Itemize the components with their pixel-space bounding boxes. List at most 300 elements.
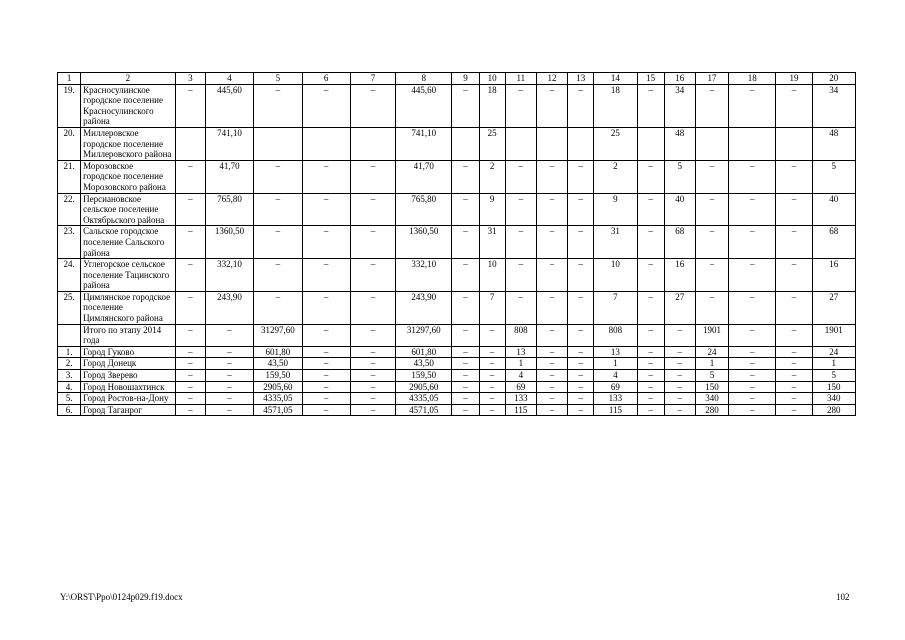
row-number <box>58 324 81 346</box>
table-cell: – <box>505 226 536 259</box>
table-cell: 34 <box>664 84 695 127</box>
col-header: 15 <box>637 73 664 85</box>
col-header: 16 <box>664 73 695 85</box>
table-cell: – <box>350 404 395 416</box>
table-cell: – <box>350 291 395 324</box>
table-cell: – <box>568 393 594 405</box>
page-number: 102 <box>836 592 850 602</box>
col-header: 8 <box>396 73 452 85</box>
table-cell: – <box>776 259 812 292</box>
row-name: Город Ростов-на-Дону <box>81 393 176 405</box>
table-cell: – <box>452 346 479 358</box>
col-header: 14 <box>594 73 637 85</box>
table-cell: – <box>452 358 479 370</box>
table-cell: 2 <box>479 160 505 193</box>
col-header: 10 <box>479 73 505 85</box>
table-cell: 41,70 <box>205 160 253 193</box>
table-cell <box>536 127 567 160</box>
table-cell: 43,50 <box>254 358 302 370</box>
table-cell: – <box>729 259 776 292</box>
table-cell: 2905,60 <box>254 381 302 393</box>
table-cell: 243,90 <box>205 291 253 324</box>
table-cell: 332,10 <box>396 259 452 292</box>
table-cell: – <box>350 381 395 393</box>
table-cell: – <box>695 291 728 324</box>
table-cell: 332,10 <box>205 259 253 292</box>
table-cell: 24 <box>812 346 855 358</box>
col-header: 3 <box>175 73 205 85</box>
table-cell: 1 <box>505 358 536 370</box>
table-cell: – <box>776 324 812 346</box>
row-name: Углегорское сельское поселение Тацинского района <box>81 259 176 292</box>
row-number: 25. <box>58 291 81 324</box>
table-cell: – <box>175 358 205 370</box>
table-cell: – <box>695 226 728 259</box>
table-cell: 150 <box>812 381 855 393</box>
table-row <box>58 358 856 370</box>
table-cell <box>568 127 594 160</box>
row-number: 6. <box>58 404 81 416</box>
col-header: 6 <box>302 73 350 85</box>
table-cell: – <box>452 259 479 292</box>
table-cell: – <box>452 370 479 382</box>
table-cell: – <box>568 193 594 226</box>
table-cell: – <box>254 291 302 324</box>
row-number: 20. <box>58 127 81 160</box>
table-cell: 445,60 <box>396 84 452 127</box>
table-cell: 43,50 <box>396 358 452 370</box>
row-number: 3. <box>58 370 81 382</box>
table-cell: – <box>568 259 594 292</box>
row-name: Сальское городское поселение Сальского района <box>81 226 176 259</box>
col-header: 20 <box>812 73 855 85</box>
table-cell: – <box>536 346 567 358</box>
table-cell: 243,90 <box>396 291 452 324</box>
table-cell: – <box>536 404 567 416</box>
table-cell: – <box>302 404 350 416</box>
table-cell: 10 <box>594 259 637 292</box>
col-header: 9 <box>452 73 479 85</box>
table-cell: – <box>452 226 479 259</box>
row-name: Морозовское городское поселение Морозовского района <box>81 160 176 193</box>
table-cell: 16 <box>812 259 855 292</box>
table-cell: 7 <box>479 291 505 324</box>
table-cell: – <box>479 370 505 382</box>
table-cell: 601,80 <box>396 346 452 358</box>
table-cell: – <box>350 324 395 346</box>
col-header: 5 <box>254 73 302 85</box>
table-cell: – <box>729 393 776 405</box>
table-cell: – <box>175 291 205 324</box>
table-cell: – <box>536 84 567 127</box>
table-cell: 115 <box>505 404 536 416</box>
table-cell: – <box>695 160 728 193</box>
table-cell <box>254 127 302 160</box>
table-cell: 40 <box>812 193 855 226</box>
table-cell: 27 <box>664 291 695 324</box>
table-cell: – <box>254 226 302 259</box>
table-cell: – <box>350 393 395 405</box>
table-cell: 25 <box>594 127 637 160</box>
table-cell: 340 <box>695 393 728 405</box>
table-cell: – <box>536 193 567 226</box>
table-cell: – <box>205 370 253 382</box>
table-cell: 1360,50 <box>396 226 452 259</box>
table-cell: 150 <box>695 381 728 393</box>
table-cell: – <box>637 160 664 193</box>
table-cell: 48 <box>812 127 855 160</box>
table-cell: 25 <box>479 127 505 160</box>
table-cell: – <box>175 393 205 405</box>
table-cell: – <box>729 404 776 416</box>
table-cell: 34 <box>812 84 855 127</box>
table-cell: – <box>175 259 205 292</box>
table-cell: – <box>505 84 536 127</box>
col-header: 18 <box>729 73 776 85</box>
row-name: Город Гуково <box>81 346 176 358</box>
table-cell: 31297,60 <box>254 324 302 346</box>
table-cell: – <box>350 259 395 292</box>
table-cell: 68 <box>664 226 695 259</box>
table-cell: – <box>568 358 594 370</box>
col-header: 17 <box>695 73 728 85</box>
table-cell: 159,50 <box>396 370 452 382</box>
table-cell: 765,80 <box>396 193 452 226</box>
table-cell: – <box>729 160 776 193</box>
table-cell: – <box>637 291 664 324</box>
table-cell: – <box>536 358 567 370</box>
table-cell: 280 <box>695 404 728 416</box>
table-cell: – <box>536 370 567 382</box>
table-cell: – <box>175 226 205 259</box>
row-name: Город Новошахтинск <box>81 381 176 393</box>
table-cell: – <box>568 226 594 259</box>
table-cell: 445,60 <box>205 84 253 127</box>
table-cell: – <box>637 346 664 358</box>
table-cell: – <box>637 358 664 370</box>
table-cell: – <box>568 381 594 393</box>
table-cell: – <box>205 324 253 346</box>
table-cell: – <box>536 291 567 324</box>
table-cell: – <box>664 393 695 405</box>
table-cell: – <box>452 381 479 393</box>
table-cell: – <box>479 358 505 370</box>
table-cell <box>695 127 728 160</box>
table-cell <box>505 127 536 160</box>
table-cell: – <box>205 346 253 358</box>
table-row <box>58 393 856 405</box>
table-cell: – <box>175 346 205 358</box>
table-cell: – <box>637 370 664 382</box>
table-row <box>58 291 856 324</box>
table-cell: 13 <box>594 346 637 358</box>
table-cell: – <box>205 381 253 393</box>
table-row <box>58 84 856 127</box>
table-cell: 2 <box>594 160 637 193</box>
table-cell: – <box>664 404 695 416</box>
table-cell: 48 <box>664 127 695 160</box>
table-cell: – <box>568 160 594 193</box>
table-cell <box>637 127 664 160</box>
table-row <box>58 127 856 160</box>
table-cell: – <box>729 324 776 346</box>
table-cell: – <box>637 393 664 405</box>
table-cell: 9 <box>594 193 637 226</box>
table-cell: – <box>637 226 664 259</box>
table-cell: – <box>302 259 350 292</box>
table-cell: – <box>729 381 776 393</box>
table-cell: – <box>452 404 479 416</box>
table-cell: – <box>479 324 505 346</box>
table-cell: – <box>452 324 479 346</box>
table-cell: 1 <box>695 358 728 370</box>
table-cell: – <box>776 84 812 127</box>
table-row <box>58 226 856 259</box>
table-cell: – <box>350 160 395 193</box>
table-cell: – <box>350 226 395 259</box>
table-cell: – <box>695 259 728 292</box>
row-name: Город Таганрог <box>81 404 176 416</box>
row-number: 2. <box>58 358 81 370</box>
table-cell: 741,10 <box>205 127 253 160</box>
row-name: Красносулинское городское поселение Красносулинского района <box>81 84 176 127</box>
table-cell: – <box>302 193 350 226</box>
col-header: 4 <box>205 73 253 85</box>
table-cell: – <box>695 84 728 127</box>
row-name: Миллеровское городское поселение Миллеровского района <box>81 127 176 160</box>
row-name: Город Донецк <box>81 358 176 370</box>
table-cell: 808 <box>505 324 536 346</box>
table-cell: – <box>452 193 479 226</box>
table-cell: – <box>479 404 505 416</box>
table-cell: – <box>505 259 536 292</box>
row-name: Цимлянское городское поселение Цимлянского района <box>81 291 176 324</box>
table-cell: – <box>664 370 695 382</box>
table-cell: – <box>254 259 302 292</box>
table-cell: 4 <box>594 370 637 382</box>
table-cell: 4571,05 <box>396 404 452 416</box>
table-cell: – <box>695 193 728 226</box>
table-cell: – <box>637 84 664 127</box>
footer-file-path: Y:\ORST\Ppo\0124p029.f19.docx <box>60 592 183 602</box>
table-cell: – <box>729 291 776 324</box>
table-cell: – <box>254 84 302 127</box>
table-cell: – <box>776 226 812 259</box>
table-cell: – <box>568 324 594 346</box>
table-cell: – <box>536 259 567 292</box>
col-header: 19 <box>776 73 812 85</box>
row-name: Итого по этапу 2014 года <box>81 324 176 346</box>
table-cell: – <box>776 358 812 370</box>
table-cell: – <box>350 346 395 358</box>
row-name: Персиановское сельское поселение Октябрьского района <box>81 193 176 226</box>
table-cell: 5 <box>664 160 695 193</box>
table-cell: – <box>568 346 594 358</box>
row-number: 1. <box>58 346 81 358</box>
table-cell: – <box>536 226 567 259</box>
table-cell: – <box>350 193 395 226</box>
table-cell: 2905,60 <box>396 381 452 393</box>
table-cell <box>776 127 812 160</box>
table-cell: – <box>776 193 812 226</box>
table-row <box>58 193 856 226</box>
table-cell: – <box>452 291 479 324</box>
table-cell: – <box>175 84 205 127</box>
table-cell: 5 <box>812 370 855 382</box>
table-cell: – <box>505 291 536 324</box>
table-cell: 133 <box>505 393 536 405</box>
table-cell: 41,70 <box>396 160 452 193</box>
col-header: 2 <box>81 73 176 85</box>
table-cell: – <box>664 381 695 393</box>
table-cell: – <box>729 226 776 259</box>
data-table <box>57 72 856 416</box>
table-cell: 1 <box>812 358 855 370</box>
row-number: 24. <box>58 259 81 292</box>
table-cell: – <box>350 84 395 127</box>
table-cell: – <box>479 381 505 393</box>
table-cell: 7 <box>594 291 637 324</box>
table-cell: – <box>350 358 395 370</box>
table-row <box>58 324 856 346</box>
table-cell: – <box>175 324 205 346</box>
table-cell: 27 <box>812 291 855 324</box>
table-cell: 4571,05 <box>254 404 302 416</box>
table-cell: 4335,05 <box>396 393 452 405</box>
row-number: 5. <box>58 393 81 405</box>
table-cell: – <box>664 346 695 358</box>
table-cell: – <box>302 84 350 127</box>
table-cell: – <box>568 404 594 416</box>
table-cell: – <box>254 160 302 193</box>
table-cell: 1 <box>594 358 637 370</box>
header-row <box>58 73 856 85</box>
table-body <box>58 73 856 416</box>
table-cell: – <box>776 291 812 324</box>
table-row <box>58 370 856 382</box>
table-row <box>58 381 856 393</box>
table-cell: – <box>664 324 695 346</box>
col-header: 13 <box>568 73 594 85</box>
table-cell: – <box>452 393 479 405</box>
table-cell: 133 <box>594 393 637 405</box>
table-cell: – <box>479 393 505 405</box>
table-cell: 16 <box>664 259 695 292</box>
table-cell: – <box>302 358 350 370</box>
table-cell: – <box>536 393 567 405</box>
table-cell: – <box>302 381 350 393</box>
table-cell: 1360,50 <box>205 226 253 259</box>
table-cell: – <box>637 324 664 346</box>
table-cell <box>452 127 479 160</box>
table-row <box>58 346 856 358</box>
row-number: 4. <box>58 381 81 393</box>
table-cell: 10 <box>479 259 505 292</box>
table-cell: – <box>175 193 205 226</box>
table-cell: 40 <box>664 193 695 226</box>
table-cell: – <box>302 370 350 382</box>
table-cell: 68 <box>812 226 855 259</box>
col-header: 11 <box>505 73 536 85</box>
table-cell: – <box>505 193 536 226</box>
table-cell: 280 <box>812 404 855 416</box>
table-cell: – <box>205 404 253 416</box>
table-cell: 9 <box>479 193 505 226</box>
table-cell: – <box>302 226 350 259</box>
table-cell <box>350 127 395 160</box>
table-cell: – <box>536 324 567 346</box>
row-number: 19. <box>58 84 81 127</box>
table-cell: – <box>729 84 776 127</box>
table-cell: – <box>175 160 205 193</box>
row-name: Город Зверево <box>81 370 176 382</box>
table-cell: – <box>350 370 395 382</box>
table-cell: – <box>479 346 505 358</box>
table-cell: – <box>568 84 594 127</box>
table-cell: – <box>175 404 205 416</box>
table-cell: – <box>776 393 812 405</box>
table-cell: – <box>637 381 664 393</box>
table-cell: – <box>729 358 776 370</box>
table-cell: 13 <box>505 346 536 358</box>
table-cell <box>175 127 205 160</box>
table-cell: 1901 <box>695 324 728 346</box>
table-cell: – <box>505 160 536 193</box>
table-cell: 808 <box>594 324 637 346</box>
table-cell: – <box>776 160 812 193</box>
table-cell: – <box>536 160 567 193</box>
col-header: 7 <box>350 73 395 85</box>
table-cell: – <box>205 393 253 405</box>
row-number: 22. <box>58 193 81 226</box>
table-cell: – <box>637 193 664 226</box>
table-cell: – <box>729 193 776 226</box>
table-cell: 601,80 <box>254 346 302 358</box>
table-cell: 31 <box>479 226 505 259</box>
table-cell: 24 <box>695 346 728 358</box>
table-cell: – <box>568 291 594 324</box>
table-cell: – <box>302 393 350 405</box>
row-number: 23. <box>58 226 81 259</box>
table-row <box>58 404 856 416</box>
table-cell: – <box>452 160 479 193</box>
table-cell: 741,10 <box>396 127 452 160</box>
table-cell: – <box>302 160 350 193</box>
table-cell: – <box>254 193 302 226</box>
row-number: 21. <box>58 160 81 193</box>
table-cell: – <box>452 84 479 127</box>
table-cell: 69 <box>505 381 536 393</box>
table-cell: 5 <box>695 370 728 382</box>
table-cell: – <box>175 381 205 393</box>
table-cell: 31297,60 <box>396 324 452 346</box>
table-cell <box>729 127 776 160</box>
table-cell: 4 <box>505 370 536 382</box>
table-cell: 765,80 <box>205 193 253 226</box>
table-cell: – <box>536 381 567 393</box>
table-cell: – <box>205 358 253 370</box>
col-header: 12 <box>536 73 567 85</box>
table-cell <box>302 127 350 160</box>
table-cell: – <box>302 346 350 358</box>
table-row <box>58 259 856 292</box>
col-header: 1 <box>58 73 81 85</box>
table-cell: 31 <box>594 226 637 259</box>
table-cell: 5 <box>812 160 855 193</box>
table-cell: 1901 <box>812 324 855 346</box>
table-cell: – <box>175 370 205 382</box>
table-cell: – <box>776 346 812 358</box>
